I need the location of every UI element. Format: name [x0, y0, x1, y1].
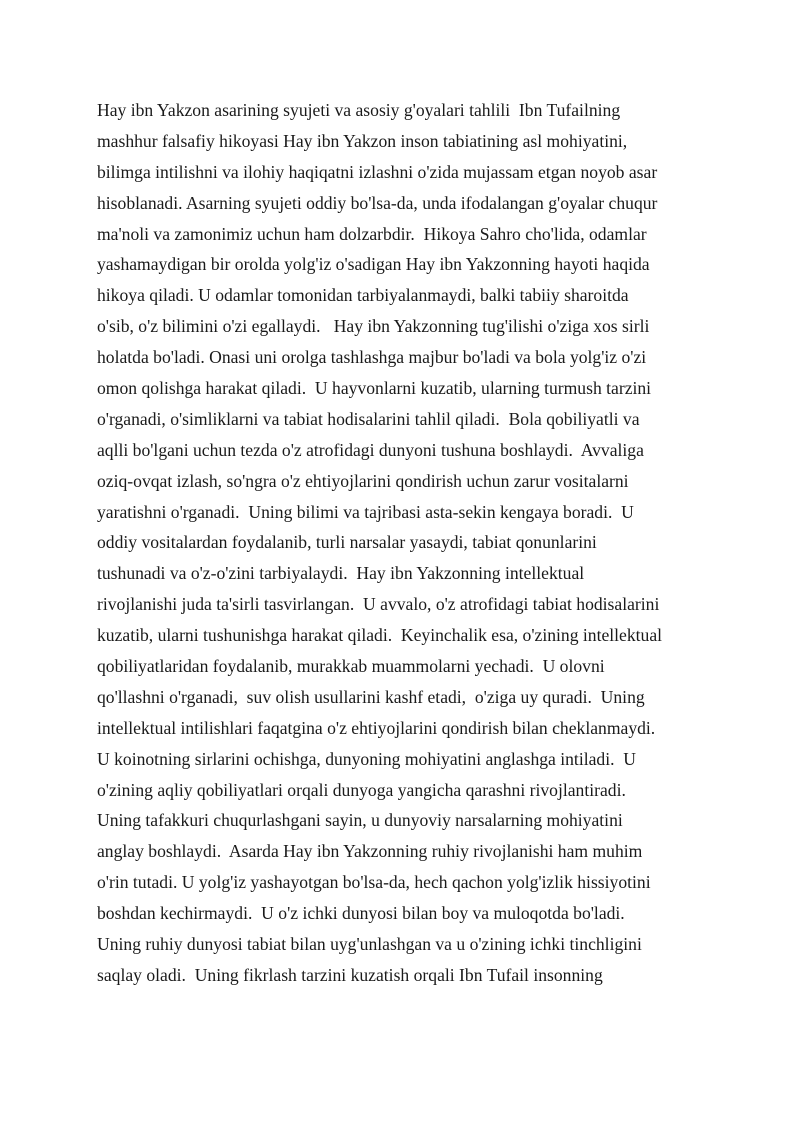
text-line: boshdan kechirmaydi. U o'z ichki dunyosi bilan boy va muloqotda bo'ladi. — [97, 903, 625, 924]
text-line: bilimga intilishni va ilohiy haqiqatni izlashni o'zida mujassam etgan noyob asar — [97, 161, 658, 182]
text-line: saqlay oladi. Uning fikrlash tarzini kuzatish orqali Ibn Tufail insonning — [97, 964, 603, 985]
text-line: o'sib, o'z bilimini o'zi egallaydi. Hay ibn Yakzonning tug'ilishi o'ziga xos sirli — [97, 316, 650, 337]
text-line: Uning tafakkuri chuqurlashgani sayin, u dunyoviy narsalarning mohiyatini — [97, 810, 623, 831]
text-line: tushunadi va o'z-o'zini tarbiyalaydi. Hay ibn Yakzonning intellektual — [97, 563, 585, 584]
text-line: mashhur falsafiy hikoyasi Hay ibn Yakzon inson tabiatining asl mohiyatini, — [97, 130, 628, 151]
text-line: U koinotning sirlarini ochishga, dunyoning mohiyatini anglashga intiladi. U — [97, 748, 636, 769]
text-line: yaratishni o'rganadi. Uning bilimi va tajribasi asta-sekin kengaya boradi. U — [97, 501, 634, 522]
text-line: ma'noli va zamonimiz uchun ham dolzarbdir. Hikoya Sahro cho'lida, odamlar — [97, 223, 647, 244]
text-line: omon qolishga harakat qiladi. U hayvonlarni kuzatib, ularning turmush tarzini — [97, 378, 652, 399]
text-line: kuzatib, ularni tushunishga harakat qiladi. Keyinchalik esa, o'zining intellektual — [97, 625, 663, 646]
text-line: anglay boshlaydi. Asarda Hay ibn Yakzonning ruhiy rivojlanishi ham muhim — [97, 841, 643, 862]
text-line: hisoblanadi. Asarning syujeti oddiy bo'lsa-da, unda ifodalangan g'oyalar chuqur — [97, 192, 658, 213]
text-line: o'zining aqliy qobiliyatlari orqali dunyoga yangicha qarashni rivojlantiradi. — [97, 779, 626, 800]
text-line: qobiliyatlaridan foydalanib, murakkab muammolarni yechadi. U olovni — [97, 656, 605, 677]
body-text — [97, 95, 717, 991]
text-line: Hay ibn Yakzon asarining syujeti va asosiy g'oyalari tahlili Ibn Tufailning — [97, 100, 621, 120]
text-line: oziq-ovqat izlash, so'ngra o'z ehtiyojlarini qondirish uchun zarur vositalarni — [97, 470, 629, 491]
text-line: Uning ruhiy dunyosi tabiat bilan uyg'unlashgan va u o'zining ichki tinchligini — [97, 934, 642, 955]
text-line: o'rin tutadi. U yolg'iz yashayotgan bo'lsa-da, hech qachon yolg'izlik hissiyotini — [97, 872, 651, 893]
text-line: oddiy vositalardan foydalanib, turli narsalar yasaydi, tabiat qonunlarini — [97, 532, 597, 553]
text-line: qo'llashni o'rganadi, suv olish usullarini kashf etadi, o'ziga uy quradi. Uning — [97, 686, 645, 707]
text-line: aqlli bo'lgani uchun tezda o'z atrofidagi dunyoni tushuna boshlaydi. Avvaliga — [97, 439, 644, 460]
text-line: intellektual intilishlari faqatgina o'z ehtiyojlarini qondirish bilan cheklanmaydi. — [97, 717, 656, 738]
text-line: hikoya qiladi. U odamlar tomonidan tarbiyalanmaydi, balki tabiiy sharoitda — [97, 285, 629, 306]
text-line: o'rganadi, o'simliklarni va tabiat hodisalarini tahlil qiladi. Bola qobiliyatli va — [97, 408, 640, 429]
text-line: rivojlanishi juda ta'sirli tasvirlangan. U avvalo, o'z atrofidagi tabiat hodisalarini — [97, 594, 660, 615]
text-line: holatda bo'ladi. Onasi uni orolga tashlashga majbur bo'ladi va bola yolg'iz o'zi — [97, 347, 647, 368]
text-line: yashamaydigan bir orolda yolg'iz o'sadigan Hay ibn Yakzonning hayoti haqida — [97, 254, 650, 275]
